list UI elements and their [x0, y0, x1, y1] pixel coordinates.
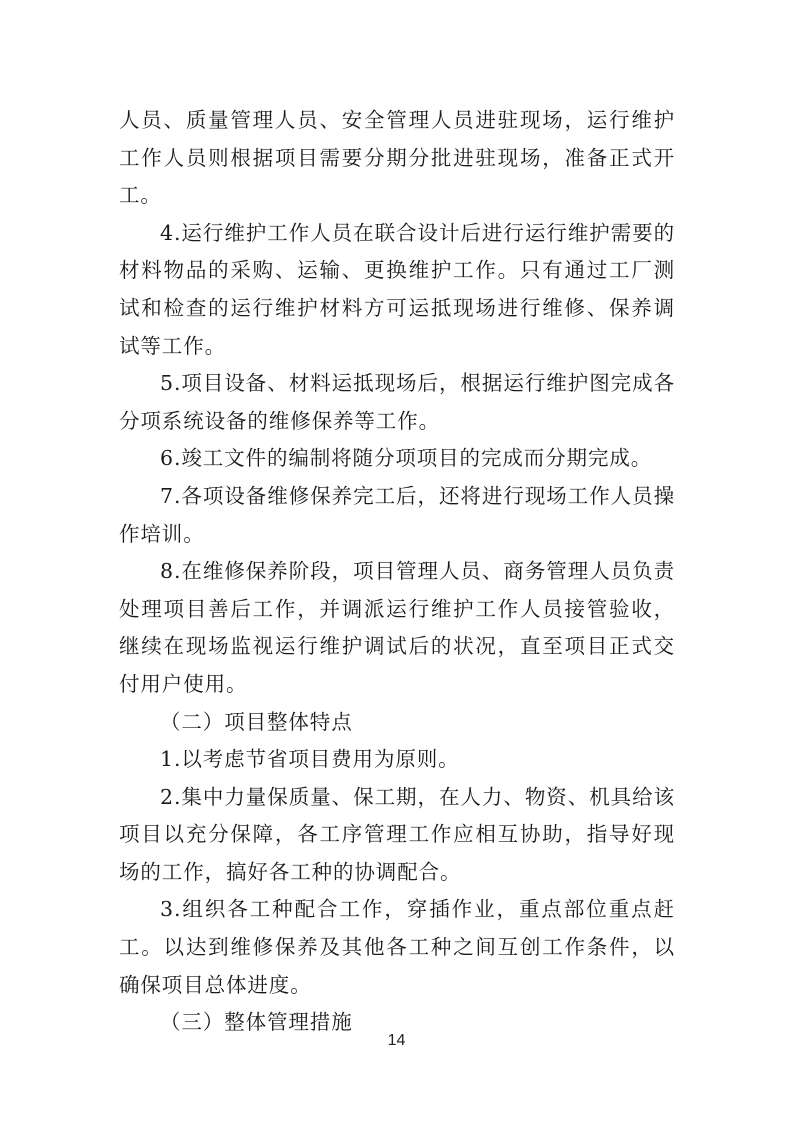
page-number: 14: [387, 1032, 406, 1049]
list-item-5: 5.项目设备、材料运抵现场后，根据运行维护图完成各分项系统设备的维修保养等工作。: [119, 371, 675, 433]
section-heading-overall-features: （二）项目整体特点: [160, 709, 353, 734]
list-item-2: 2.集中力量保质量、保工期，在人力、物资、机具给该项目以充分保障，各工序管理工作应相互协助，指导好现场的工作，搞好各工种的协调配合。: [119, 784, 675, 884]
list-item-4: 4.运行维护工作人员在联合设计后进行运行维护需要的材料物品的采购、运输、更换维护工作。只有通过工厂测试和检查的运行维护材料方可运抵现场进行维修、保养调试等工作。: [119, 220, 675, 358]
section-heading-management-measures: （三）整体管理措施: [160, 1010, 353, 1035]
paragraph-continuation: 人员、质量管理人员、安全管理人员进驻现场，运行维护工作人员则根据项目需要分期分批进驻现场，准备正式开工。: [119, 108, 675, 208]
body-text: [119, 102, 675, 1042]
list-item-8: 8.在维修保养阶段，项目管理人员、商务管理人员负责处理项目善后工作，并调派运行维护工作人员接管验收，继续在现场监视运行维护调试后的状况，直至项目正式交付用户使用。: [119, 559, 675, 696]
list-item-7: 7.各项设备维修保养完工后，还将进行现场工作人员操作培训。: [119, 483, 675, 546]
list-item-6: 6.竣工文件的编制将随分项项目的完成而分期完成。: [160, 446, 653, 471]
list-item-1: 1.以考虑节省项目费用为原则。: [160, 747, 460, 772]
list-item-3: 3.组织各工种配合工作，穿插作业，重点部位重点赶工。以达到维修保养及其他各工种之间互创工作条件，以确保项目总体进度。: [119, 897, 675, 997]
